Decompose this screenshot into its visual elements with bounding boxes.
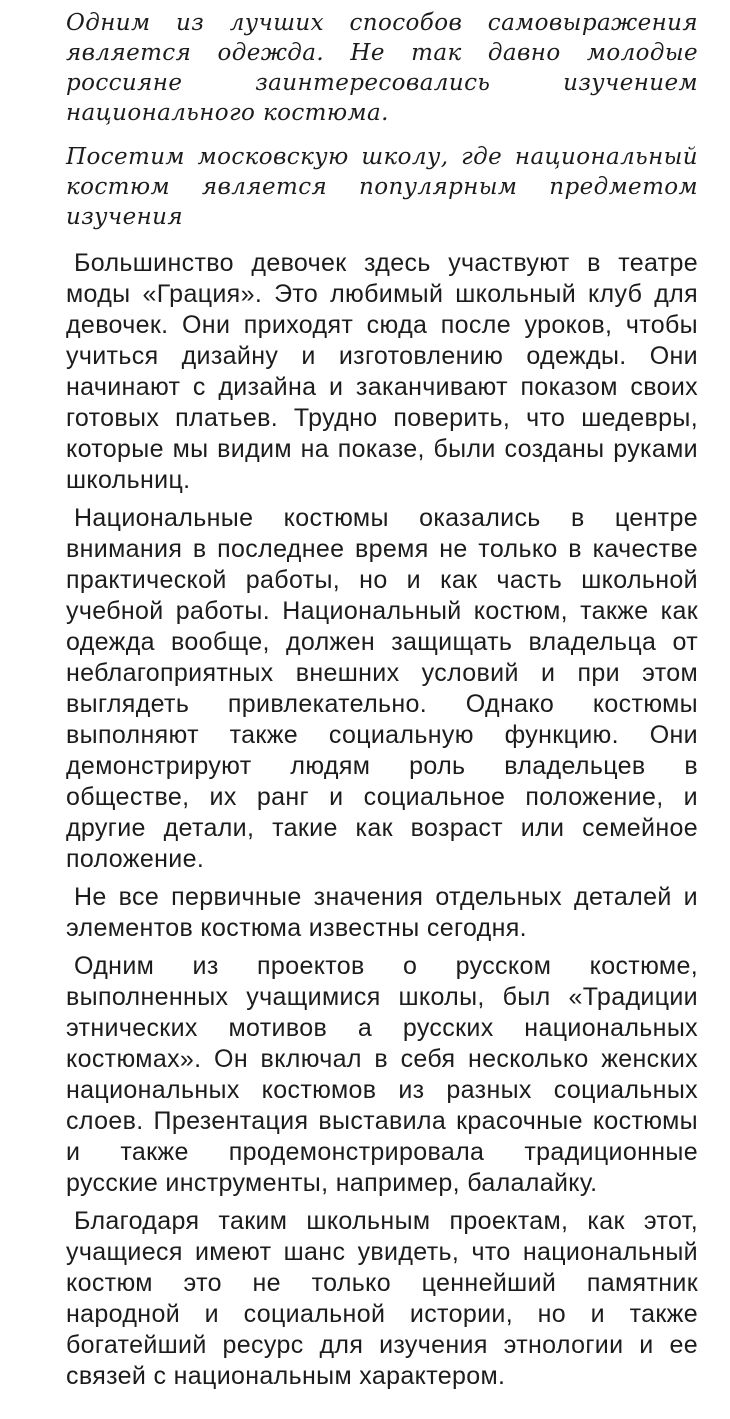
lead-subtitle: Посетим московскую школу, где национальный костюм является популярным предметом изучения: [66, 144, 698, 230]
paragraph-2: Национальные костюмы оказались в центре внимания в последнее время не только в качестве практической работы, но и как часть школьной учебной работы. Национальный костюм, также как одежда вообще, должен защищать владельца от неблагоприятных внешних условий и при этом выглядеть привлекательно. Однако костюмы выполняют также социальную функцию. Они демонстрируют людям роль владельцев в обществе, их ранг и социальное положение, и другие детали, такие как возраст или семейное положение.: [66, 504, 698, 873]
article-page: [66, 8, 698, 1399]
paragraph-1: Большинство девочек здесь участвуют в театре моды «Грация». Это любимый школьный клуб для девочек. Они приходят сюда после уроков, чтобы учиться дизайну и изготовлению одежды. Они начинают с дизайна и заканчивают показом своих готовых платьев. Трудно поверить, что шедевры, которые мы видим на показе, были созданы руками школьниц.: [66, 249, 698, 494]
paragraph-4: Одним из проектов о русском костюме, выполненных учащимися школы, был «Традиции этнических мотивов а русских национальных костюмах». Он включал в себя несколько женских национальных костюмов из разных социальных слоев. Презентация выставила красочные костюмы и также продемонстрировала традиционные русские инструменты, например, балалайку.: [66, 952, 698, 1197]
paragraph-3: Не все первичные значения отдельных деталей и элементов костюма известны сегодня.: [66, 883, 698, 942]
paragraph-5: Благодаря таким школьным проектам, как этот, учащиеся имеют шанс увидеть, что национальный костюм это не только ценнейший памятник народной и социальной истории, но и также богатейший ресурс для изучения этнологии и ее связей с национальным характером.: [66, 1207, 698, 1390]
lead-intro: Одним из лучших способов самовыражения является одежда. Не так давно молодые россияне заинтересовались изучением национального костюма.: [66, 10, 698, 126]
